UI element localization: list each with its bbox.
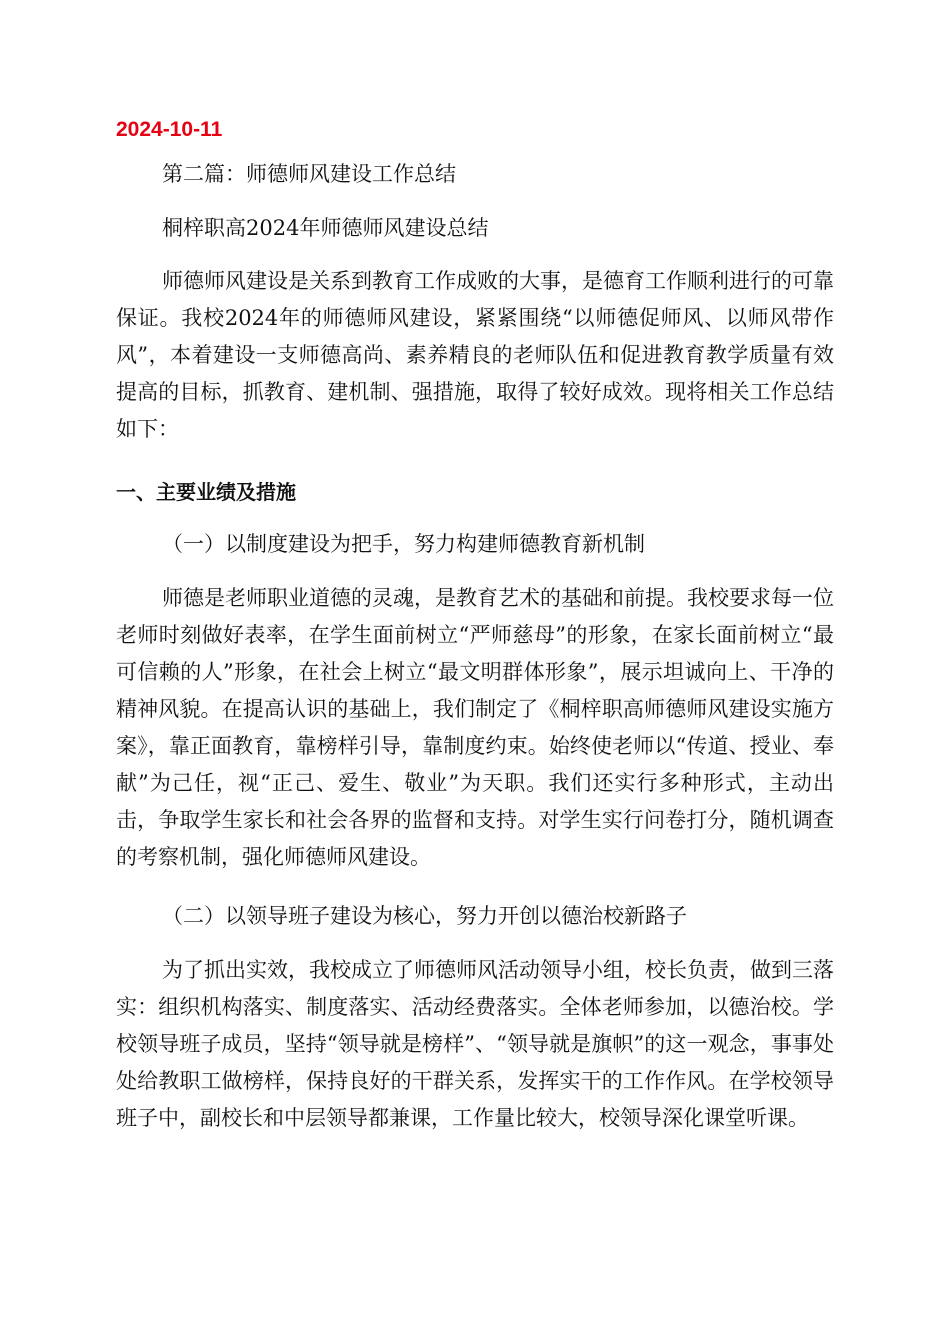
section-1-title: 一、主要业绩及措施 (116, 480, 296, 504)
document-subtitle: 桐梓职高2024年师德师风建设总结 (162, 216, 489, 240)
subsection-2-paragraph: 为了抓出实效，我校成立了师德师风活动领导小组，校长负责，做到三落实：组织机构落实、制度落实、活动经费落实。全体老师参加，以德治校。学校领导班子成员，坚持“领导就是榜样”、“领导就是旗帜”的这一观念，事事处处给教职工做榜样，保持良好的干群关系，发挥实干的工作作风。在学校领导班子中，副校长和中层领导都兼课，工作量比较大，校领导深化课堂听课。 (116, 958, 834, 1130)
document-date: 2024-10-11 (116, 118, 223, 141)
subsection-1-title: （一）以制度建设为把手，努力构建师德教育新机制 (162, 532, 645, 556)
subsection-1-paragraph: 师德是老师职业道德的灵魂，是教育艺术的基础和前提。我校要求每一位老师时刻做好表率，在学生面前树立“严师慈母”的形象，在家长面前树立“最可信赖的人”形象，在社会上树立“最文明群体形象”，展示坦诚向上、干净的精神风貌。在提高认识的基础上，我们制定了《桐梓职高师德师风建设实施方案》，靠正面教育，靠榜样引导，靠制度约束。始终使老师以“传道、授业、奉献”为己任，视“正己、爱生、敬业”为天职。我们还实行多种形式，主动出击，争取学生家长和社会各界的监督和支持。对学生实行问卷打分，随机调查的考察机制，强化师德师风建设。 (116, 586, 834, 869)
subsection-2-title: （二）以领导班子建设为核心，努力开创以德治校新路子 (162, 904, 687, 928)
intro-paragraph: 师德师风建设是关系到教育工作成败的大事，是德育工作顺利进行的可靠保证。我校2024年的师德师风建设，紧紧围绕“以师德促师风、以师风带作风”，本着建设一支师德高尚、素养精良的老师队伍和促进教育教学质量有效提高的目标，抓教育、建机制、强措施，取得了较好成效。现将相关工作总结如下： (116, 269, 834, 441)
document-title: 第二篇：师德师风建设工作总结 (162, 162, 456, 186)
